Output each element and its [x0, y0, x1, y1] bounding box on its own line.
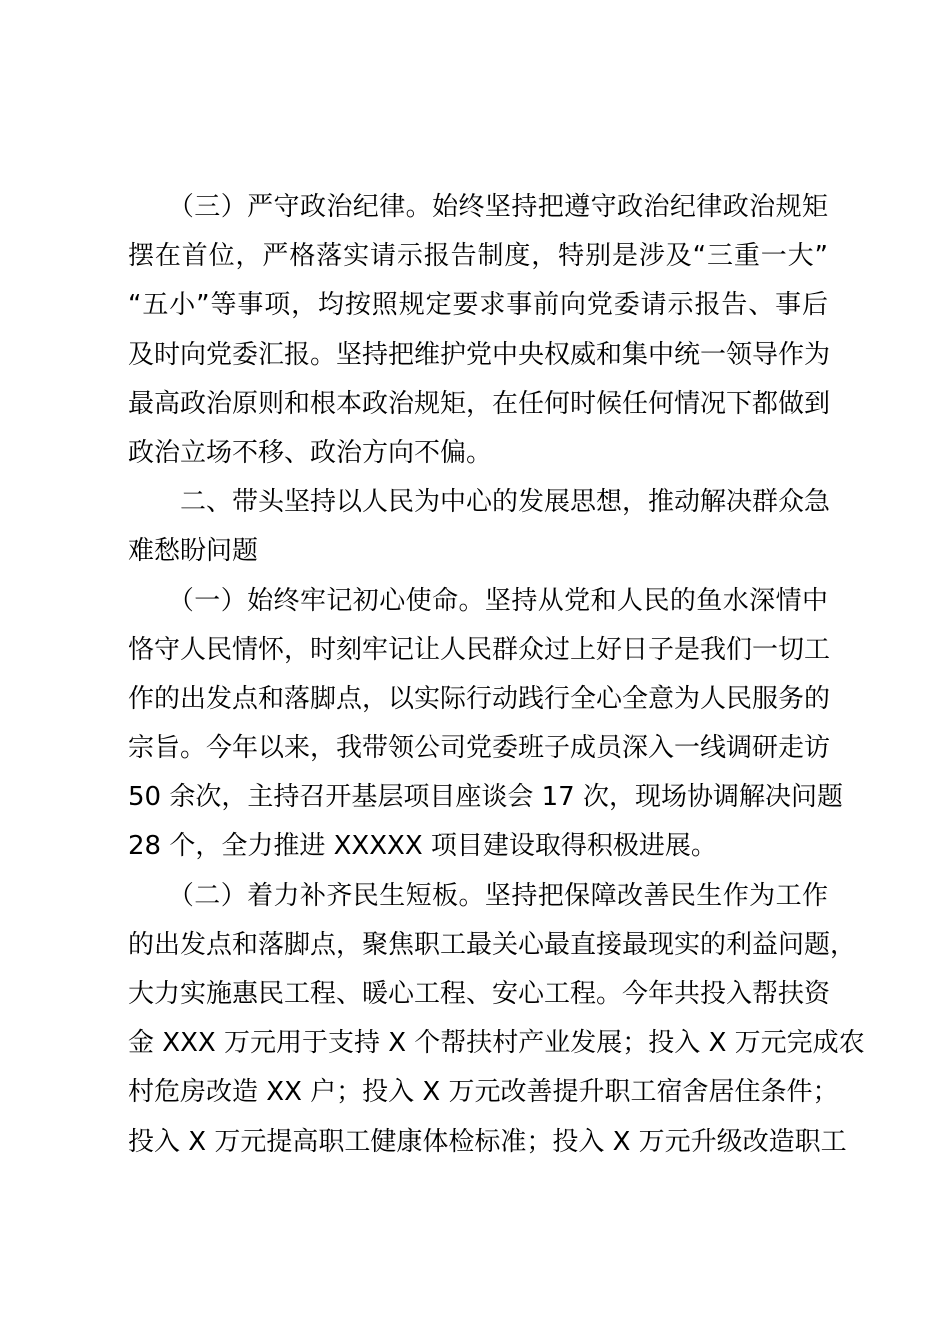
text-line: （三）严守政治纪律。始终坚持把遵守政治纪律政治规矩: [128, 192, 828, 222]
text-line: 最高政治原则和根本政治规矩，在任何时候任何情况下都做到: [128, 388, 831, 419]
paragraph-original-mission: [128, 577, 843, 872]
text-line: “五小”等事项，均按照规定要求事前向党委请示报告、事后: [128, 290, 828, 321]
text-line: （二）着力补齐民生短板。坚持把保障改善民生作为工作: [128, 880, 828, 911]
text-line: 及时向党委汇报。坚持把维护党中央权威和集中统一领导作为: [128, 339, 831, 370]
text-line: 宗旨。今年以来，我带领公司党委班子成员深入一线调研走访: [128, 733, 831, 764]
heading-line: 难愁盼问题: [128, 536, 259, 567]
paragraph-livelihood: [128, 872, 865, 1167]
section-heading-people-centered: [128, 478, 831, 576]
heading-line: 二、带头坚持以人民为中心的发展思想，推动解决群众急: [128, 487, 831, 518]
text-line: 金 XXX 万元用于支持 X 个帮扶村产业发展；投入 X 万元完成农: [128, 1028, 865, 1059]
text-line: 大力实施惠民工程、暖心工程、安心工程。今年共投入帮扶资: [128, 979, 831, 1009]
document-body: [128, 183, 865, 1167]
text-line: 恪守人民情怀，时刻牢记让人民群众过上好日子是我们一切工: [128, 634, 831, 665]
text-line: 政治立场不移、政治方向不偏。: [128, 437, 493, 468]
text-line: 50 余次，主持召开基层项目座谈会 17 次，现场协调解决问题: [128, 782, 843, 813]
text-line: 投入 X 万元提高职工健康体检标准；投入 X 万元升级改造职工: [128, 1126, 847, 1157]
text-line: 作的出发点和落脚点，以实际行动践行全心全意为人民服务的: [128, 683, 831, 714]
text-line: 摆在首位，严格落实请示报告制度，特别是涉及“三重一大”: [128, 241, 828, 272]
text-line: 村危房改造 XX 户；投入 X 万元改善提升职工宿舍居住条件；: [128, 1077, 839, 1108]
text-line: 的出发点和落脚点，聚焦职工最关心最直接最现实的利益问题，: [128, 929, 857, 960]
text-line: 28 个，全力推进 XXXXX 项目建设取得积极进展。: [128, 831, 717, 862]
text-line: （一）始终牢记初心使命。坚持从党和人民的鱼水深情中: [128, 585, 828, 616]
paragraph-strict-political-discipline: [128, 183, 831, 478]
